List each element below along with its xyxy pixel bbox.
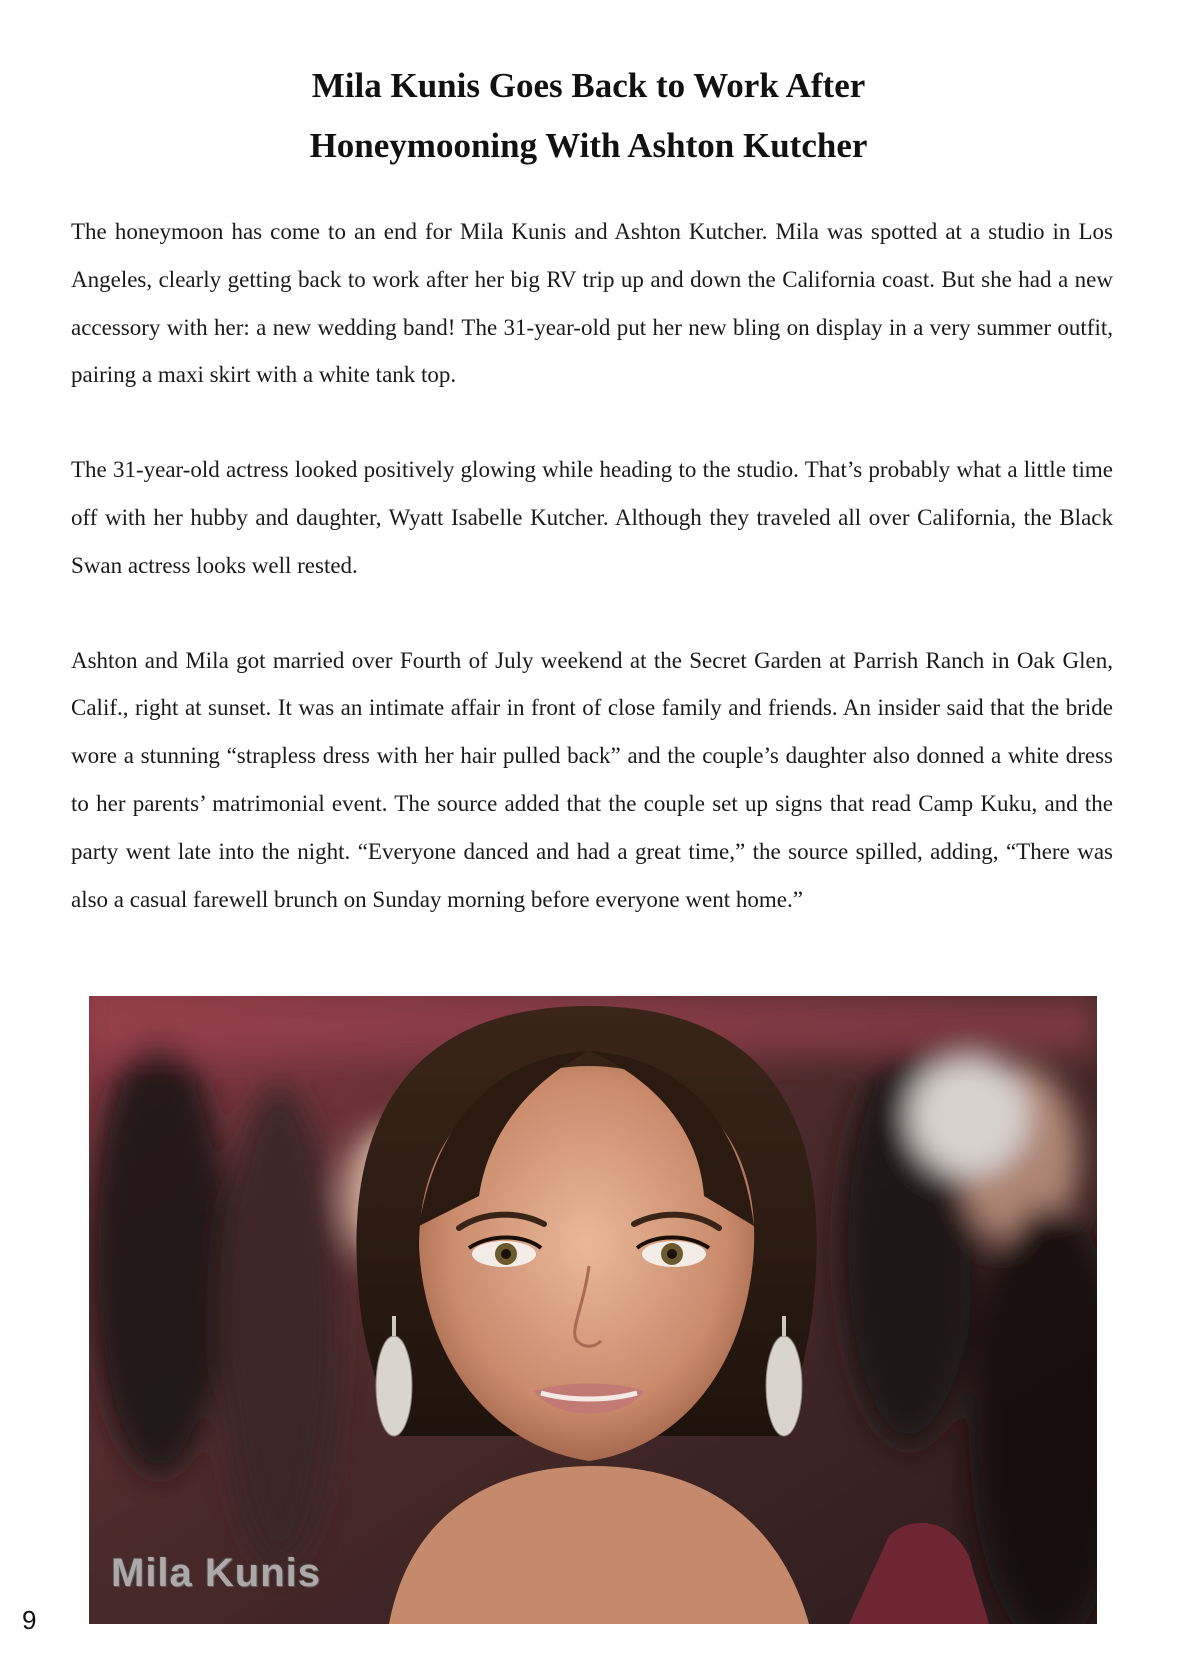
article-title-line-2: Honeymooning With Ashton Kutcher bbox=[309, 126, 868, 165]
portrait-photo bbox=[89, 996, 1097, 1624]
portrait-illustration bbox=[89, 996, 1097, 1624]
article-paragraph-3: Ashton and Mila got married over Fourth of July weekend at the Secret Garden at Parrish Ranch in Oak Glen, Calif., right at sunset. It was an intimate affair in front of close family and friends. An insider said that the bride wore a stunning “strapless dress with her hair pulled back” and the couple’s daughter also donned a white dress to her parents’ matrimonial event. The source added that the couple set up signs that read Camp Kuku, and the party went late into the night. “Everyone danced and had a great time,” the source spilled, adding, “There was also a casual farewell brunch on Sunday morning before everyone went home.” bbox=[71, 647, 1113, 912]
article-paragraph-2: The 31-year-old actress looked positively glowing while heading to the studio. That’s probably what a little time off with her hubby and daughter, Wyatt Isabelle Kutcher. Although they traveled all over California, the Black Swan actress looks well rested. bbox=[71, 457, 1113, 578]
article-paragraph-1: The honeymoon has come to an end for Mila Kunis and Ashton Kutcher. Mila was spotted at a studio in Los Angeles, clearly getting back to work after her big RV trip up and down the California coast. But she had a new accessory with her: a new wedding band! The 31-year-old put her new bling on display in a very summer outfit, pairing a maxi skirt with a white tank top. bbox=[71, 219, 1113, 388]
article-title-line-1: Mila Kunis Goes Back to Work After bbox=[311, 66, 866, 105]
page-number: 9 bbox=[22, 1605, 37, 1635]
photo-watermark: Mila Kunis bbox=[111, 1551, 322, 1595]
article-body bbox=[71, 208, 1113, 923]
article-title bbox=[0, 56, 1177, 176]
